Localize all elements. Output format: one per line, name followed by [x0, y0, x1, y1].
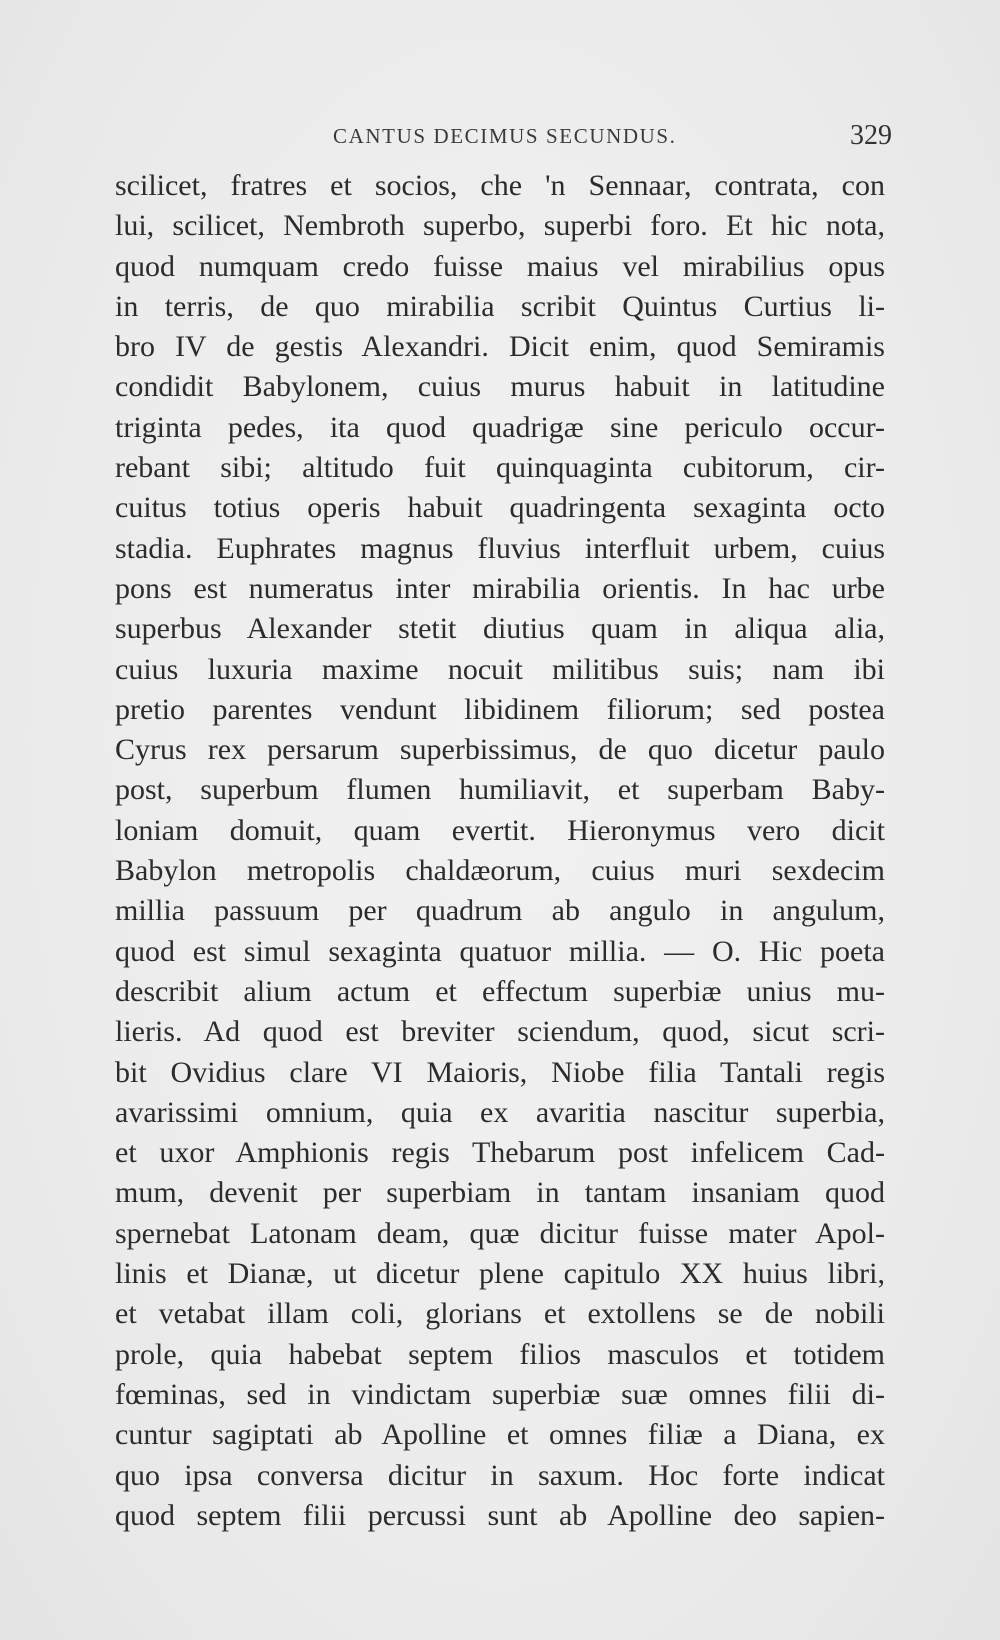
text-line: quod est simul sexaginta quatuor millia. — O. Hic poeta: [115, 934, 885, 968]
text-line: et uxor Amphionis regis Thebarum post infelicem Cad-: [115, 1136, 885, 1170]
text-line: fœminas, sed in vindictam superbiæ suæ omnes filii di-: [115, 1377, 885, 1411]
text-line: superbus Alexander stetit diutius quam in aliqua alia,: [115, 612, 885, 646]
text-line: cuius luxuria maxime nocuit militibus suis; nam ibi: [115, 652, 885, 686]
page-number: 329: [850, 120, 892, 151]
text-line: triginta pedes, ita quod quadrigæ sine periculo occur-: [115, 410, 885, 444]
text-line: scilicet, fratres et socios, che 'n Sennaar, contrata, con: [115, 169, 885, 202]
text-line: post, superbum flumen humiliavit, et superbam Baby-: [115, 773, 885, 807]
text-line: bro IV de gestis Alexandri. Dicit enim, quod Semiramis: [115, 330, 885, 364]
text-line: Babylon metropolis chaldæorum, cuius muri sexdecim: [115, 854, 885, 888]
text-line: quod septem filii percussi sunt ab Apolline deo sapien-: [115, 1498, 885, 1532]
running-head: [0, 118, 1000, 158]
text-line: lieris. Ad quod est breviter sciendum, quod, sicut scri-: [115, 1015, 885, 1049]
text-line: spernebat Latonam deam, quæ dicitur fuisse mater Apol-: [115, 1216, 885, 1250]
text-line: quo ipsa conversa dicitur in saxum. Hoc forte indicat: [115, 1458, 885, 1492]
text-line: mum, devenit per superbiam in tantam insaniam quod: [115, 1176, 885, 1210]
text-line: lui, scilicet, Nembroth superbo, superbi foro. Et hic nota,: [115, 209, 885, 243]
text-line: pons est numeratus inter mirabilia orientis. In hac urbe: [115, 571, 885, 605]
text-line: quod numquam credo fuisse maius vel mirabilius opus: [115, 249, 885, 283]
running-title: CANTUS DECIMUS SECUNDUS.: [333, 124, 677, 148]
text-line: pretio parentes vendunt libidinem filiorum; sed postea: [115, 692, 885, 726]
text-line: rebant sibi; altitudo fuit quinquaginta cubitorum, cir-: [115, 451, 885, 485]
text-line: millia passuum per quadrum ab angulo in angulum,: [115, 894, 885, 928]
text-line: condidit Babylonem, cuius murus habuit in latitudine: [115, 370, 885, 404]
text-line: Cyrus rex persarum superbissimus, de quo dicetur paulo: [115, 733, 885, 767]
text-line: prole, quia habebat septem filios masculos et totidem: [115, 1337, 885, 1371]
text-line: cuntur sagiptati ab Apolline et omnes filiæ a Diana, ex: [115, 1418, 885, 1452]
text-line: bit Ovidius clare VI Maioris, Niobe filia Tantali regis: [115, 1055, 885, 1089]
text-line: avarissimi omnium, quia ex avaritia nascitur superbia,: [115, 1095, 885, 1129]
text-line: loniam domuit, quam evertit. Hieronymus vero dicit: [115, 813, 885, 847]
text-line: cuitus totius operis habuit quadringenta sexaginta octo: [115, 491, 885, 525]
text-line: in terris, de quo mirabilia scribit Quintus Curtius li-: [115, 289, 885, 323]
text-line: describit alium actum et effectum superbiæ unius mu-: [115, 974, 885, 1008]
text-line: stadia. Euphrates magnus fluvius interfluit urbem, cuius: [115, 531, 885, 565]
text-line: linis et Dianæ, ut dicetur plene capitulo XX huius libri,: [115, 1257, 885, 1291]
text-line: et vetabat illam coli, glorians et extollens se de nobili: [115, 1297, 885, 1331]
body-text: [115, 166, 885, 1536]
